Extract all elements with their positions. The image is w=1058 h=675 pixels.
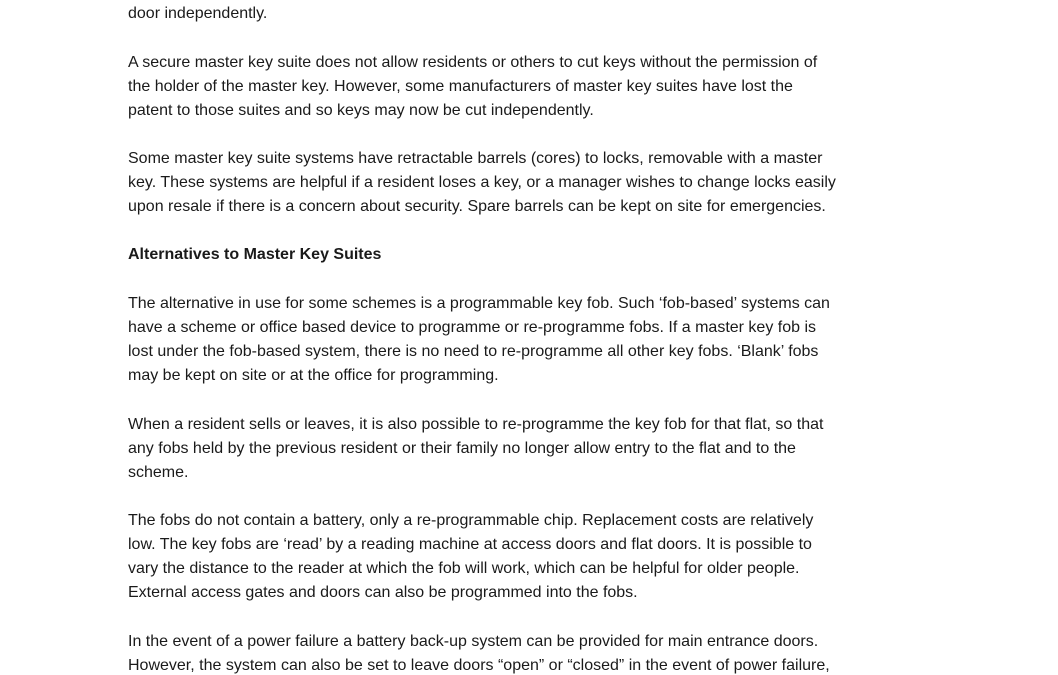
text-line: have a scheme or office based device to programme or re-programme fobs. If a master key fob is xyxy=(128,319,817,336)
paragraph-power-failure xyxy=(128,630,928,675)
text-line: patent to those suites and so keys may now be cut independently. xyxy=(128,102,594,119)
text-line: low. The key fobs are ‘read’ by a reading machine at access doors and flat doors. It is possible to xyxy=(128,536,812,553)
text-line: scheme. xyxy=(128,464,189,481)
text-line: upon resale if there is a concern about security. Spare barrels can be kept on site for emergencies. xyxy=(128,198,826,215)
text-line: lost under the fob-based system, there is no need to re-programme all other key fobs. ‘Blank’ fobs xyxy=(128,343,819,360)
text-line: may be kept on site or at the office for programming. xyxy=(128,367,499,384)
text-line: vary the distance to the reader at which the fob will work, which can be helpful for older people. xyxy=(128,560,800,577)
paragraph-retractable-barrels xyxy=(128,147,928,219)
text-line: any fobs held by the previous resident or their family no longer allow entry to the flat and to the xyxy=(128,440,796,457)
paragraph-resident-leaves xyxy=(128,413,928,485)
text-line: The fobs do not contain a battery, only a re-programmable chip. Replacement costs are relatively xyxy=(128,512,814,529)
text-line: the holder of the master key. However, some manufacturers of master key suites have lost the xyxy=(128,78,793,95)
text-line: However, the system can also be set to leave doors “open” or “closed” in the event of power failure, xyxy=(128,657,830,674)
paragraph-key-fob-alternative xyxy=(128,292,928,388)
text-line: Some master key suite systems have retractable barrels (cores) to locks, removable with a master xyxy=(128,150,823,167)
paragraph-fob-battery xyxy=(128,509,928,605)
text-line: door independently. xyxy=(128,5,268,22)
paragraph-continuation xyxy=(128,2,928,26)
text-line: External access gates and doors can also be programmed into the fobs. xyxy=(128,584,638,601)
paragraph-secure-master-key xyxy=(128,51,928,123)
heading-text: Alternatives to Master Key Suites xyxy=(128,246,382,263)
text-line: key. These systems are helpful if a resident loses a key, or a manager wishes to change locks easily xyxy=(128,174,836,191)
text-line: When a resident sells or leaves, it is also possible to re-programme the key fob for that flat, so that xyxy=(128,416,824,433)
text-line: A secure master key suite does not allow residents or others to cut keys without the permission of xyxy=(128,54,818,71)
text-line: The alternative in use for some schemes is a programmable key fob. Such ‘fob-based’ systems can xyxy=(128,295,830,312)
text-line: In the event of a power failure a battery back-up system can be provided for main entrance doors. xyxy=(128,633,819,650)
section-heading xyxy=(128,243,928,267)
